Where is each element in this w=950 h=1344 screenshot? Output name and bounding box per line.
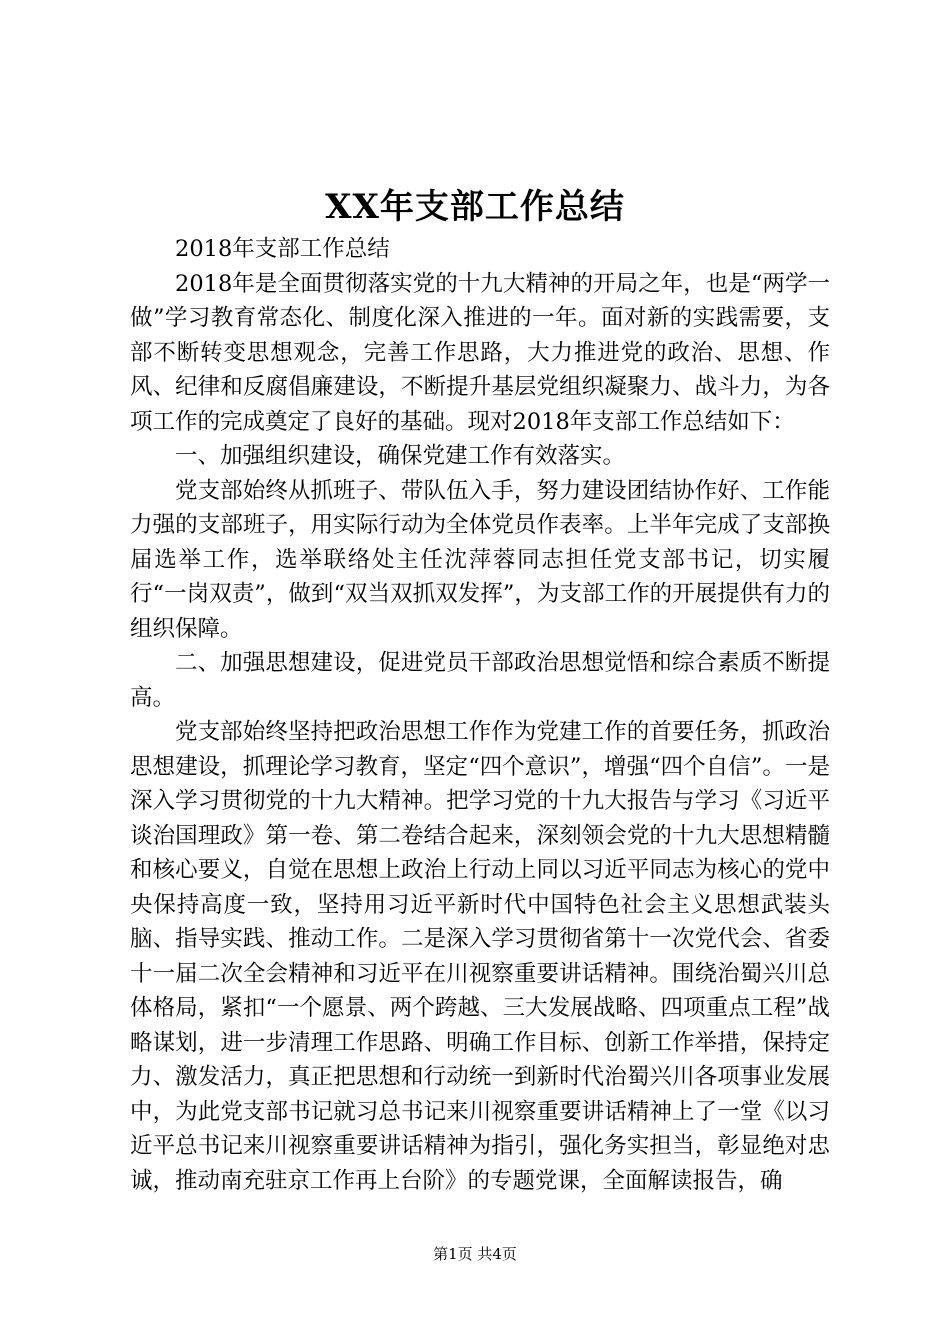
body-paragraph: 二、加强思想建设，促进党员干部政治思想觉悟和综合素质不断提高。 — [130, 650, 830, 711]
body-paragraph: 党支部始终从抓班子、带队伍入手，努力建设团结协作好、工作能力强的支部班子，用实际行动为全体党员作表率。上半年完成了支部换届选举工作，选举联络处主任沈萍蓉同志担任党支部书记，切实履行“一岗双责”，做到“双当双抓双发挥”，为支部工作的开展提供有力的组织保障。 — [130, 477, 830, 642]
body-paragraph: 一、加强组织建设，确保党建工作有效落实。 — [175, 443, 626, 469]
body-paragraph: 2018年支部工作总结 — [175, 236, 390, 262]
page-footer: 第1页 共4页 — [433, 1245, 517, 1263]
document-title: XX年支部工作总结 — [325, 187, 625, 227]
document-body — [130, 232, 830, 1198]
body-paragraph: 2018年是全面贯彻落实党的十九大精神的开局之年，也是“两学一做”学习教育常态化、制度化深入推进的一年。面对新的实践需要，支部不断转变思想观念，完善工作思路，大力推进党的政治、思想、作风、纪律和反腐倡廉建设，不断提升基层党组织凝聚力、战斗力，为各项工作的完成奠定了良好的基础。现对2018年支部工作总结如下： — [130, 270, 830, 435]
body-paragraph: 党支部始终坚持把政治思想工作作为党建工作的首要任务，抓政治思想建设，抓理论学习教育，坚定“四个意识”，增强“四个自信”。一是深入学习贯彻党的十九大精神。把学习党的十九大报告与学习《习近平谈治国理政》第一卷、第二卷结合起来，深刻领会党的十九大思想精髓和核心要义，自觉在思想上政治上行动上同以习近平同志为核心的党中央保持高度一致，坚持用习近平新时代中国特色社会主义思想武装头脑、指导实践、推动工作。二是深入学习贯彻省第十一次党代会、省委十一届二次全会精神和习近平在川视察重要讲话精神。围绕治蜀兴川总体格局，紧扣“一个愿景、两个跨越、三大发展战略、四项重点工程”战略谋划，进一步清理工作思路、明确工作目标、创新工作举措，保持定力、激发活力，真正把思想和行动统一到新时代治蜀兴川各项事业发展中，为此党支部书记就习总书记来川视察重要讲话精神上了一堂《以习近平总书记来川视察重要讲话精神为指引，强化务实担当，彰显绝对忠诚，推动南充驻京工作再上台阶》的专题党课，全面解读报告，确 — [130, 719, 830, 1194]
